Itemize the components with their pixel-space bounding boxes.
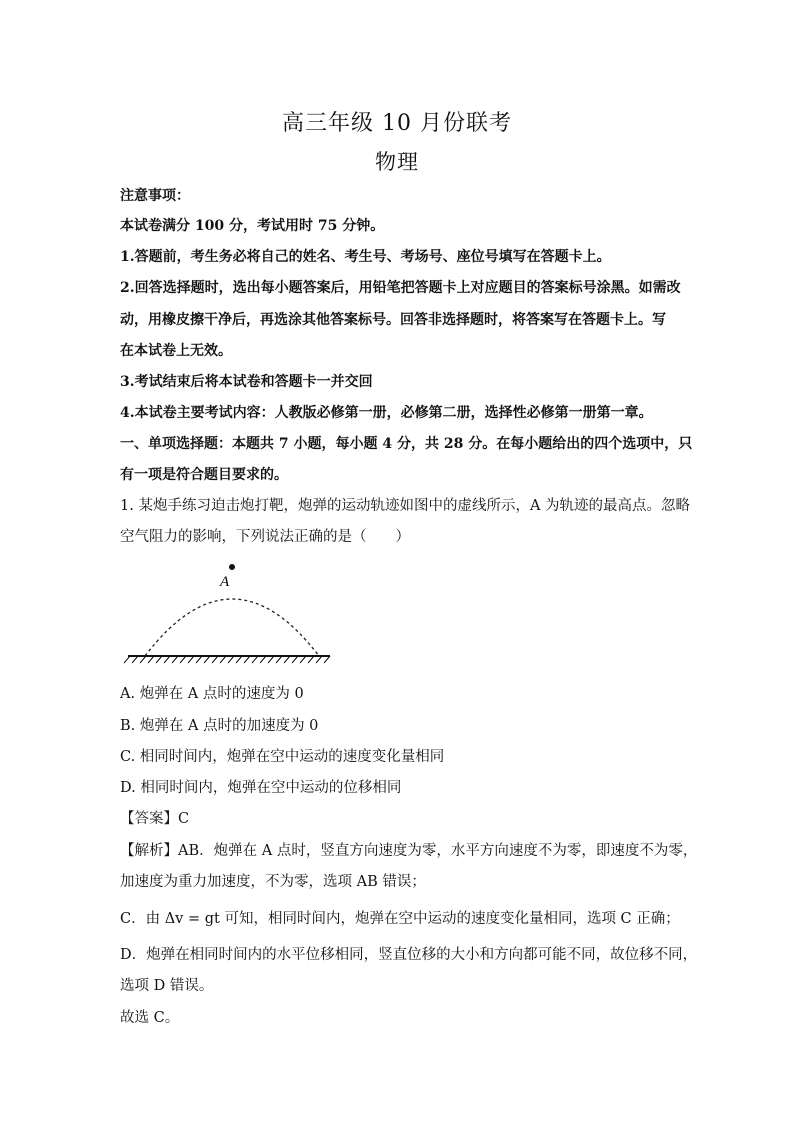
answer: 【答案】C [120, 811, 190, 827]
note-line: 4.本试卷主要考试内容：人教版必修第一册，必修第二册，选择性必修第一册第一章。 [120, 405, 653, 421]
note-line: 在本试卷上无效。 [120, 343, 232, 359]
section-heading: 一、单项选择题：本题共 7 小题，每小题 4 分，共 28 分。在每小题给出的四个选项中，只 [120, 436, 693, 452]
note-line: 动，用橡皮擦干净后，再选涂其他答案标号。回答非选择题时，将答案写在答题卡上。写 [120, 312, 666, 328]
section-heading-cont: 有一项是符合题目要求的。 [120, 467, 288, 483]
note-line: 本试卷满分 100 分，考试用时 75 分钟。 [120, 218, 385, 234]
exam-title: 高三年级 10 月份联考 [282, 111, 512, 136]
trajectory-curve [145, 599, 319, 656]
subject-title: 物理 [375, 150, 419, 174]
option-b: B. 炮弹在 A 点时的加速度为 0 [120, 718, 319, 734]
note-line: 2.回答选择题时，选出每小题答案后，用铅笔把答题卡上对应题目的答案标号涂黑。如需改 [120, 280, 681, 296]
note-line: 1.答题前，考生务必将自己的姓名、考生号、考场号、座位号填写在答题卡上。 [120, 249, 611, 265]
analysis-line: 加速度为重力加速度，不为零，选项 AB 错误； [120, 874, 426, 890]
option-c: C. 相同时间内，炮弹在空中运动的速度变化量相同 [120, 749, 445, 765]
trajectory-diagram [120, 556, 340, 666]
notes-heading: 注意事项： [120, 188, 190, 204]
option-a: A. 炮弹在 A 点时的速度为 0 [120, 686, 304, 702]
highest-point-marker [229, 564, 235, 570]
point-label: A [220, 574, 230, 590]
analysis-line: D．炮弹在相同时间内的水平位移相同，竖直位移的大小和方向都可能不同，故位移不同， [120, 947, 698, 963]
analysis-line: C．由 Δv = gt 可知，相同时间内，炮弹在空中运动的速度变化量相同，选项 C 正确； [120, 911, 680, 927]
question-stem: 空气阻力的影响，下列说法正确的是（ ） [120, 529, 410, 545]
question-stem: 1. 某炮手练习迫击炮打靶，炮弹的运动轨迹如图中的虚线所示，A 为轨迹的最高点。忽略 [120, 498, 691, 514]
analysis-line: 故选 C。 [120, 1010, 180, 1026]
note-line: 3.考试结束后将本试卷和答题卡一并交回 [120, 374, 373, 390]
analysis-line: 【解析】AB．炮弹在 A 点时，竖直方向速度为零，水平方向速度不为零，即速度不为零， [120, 843, 698, 859]
ground-hatching [124, 656, 330, 663]
analysis-line: 选项 D 错误。 [120, 978, 214, 994]
option-d: D. 相同时间内，炮弹在空中运动的位移相同 [120, 780, 402, 796]
